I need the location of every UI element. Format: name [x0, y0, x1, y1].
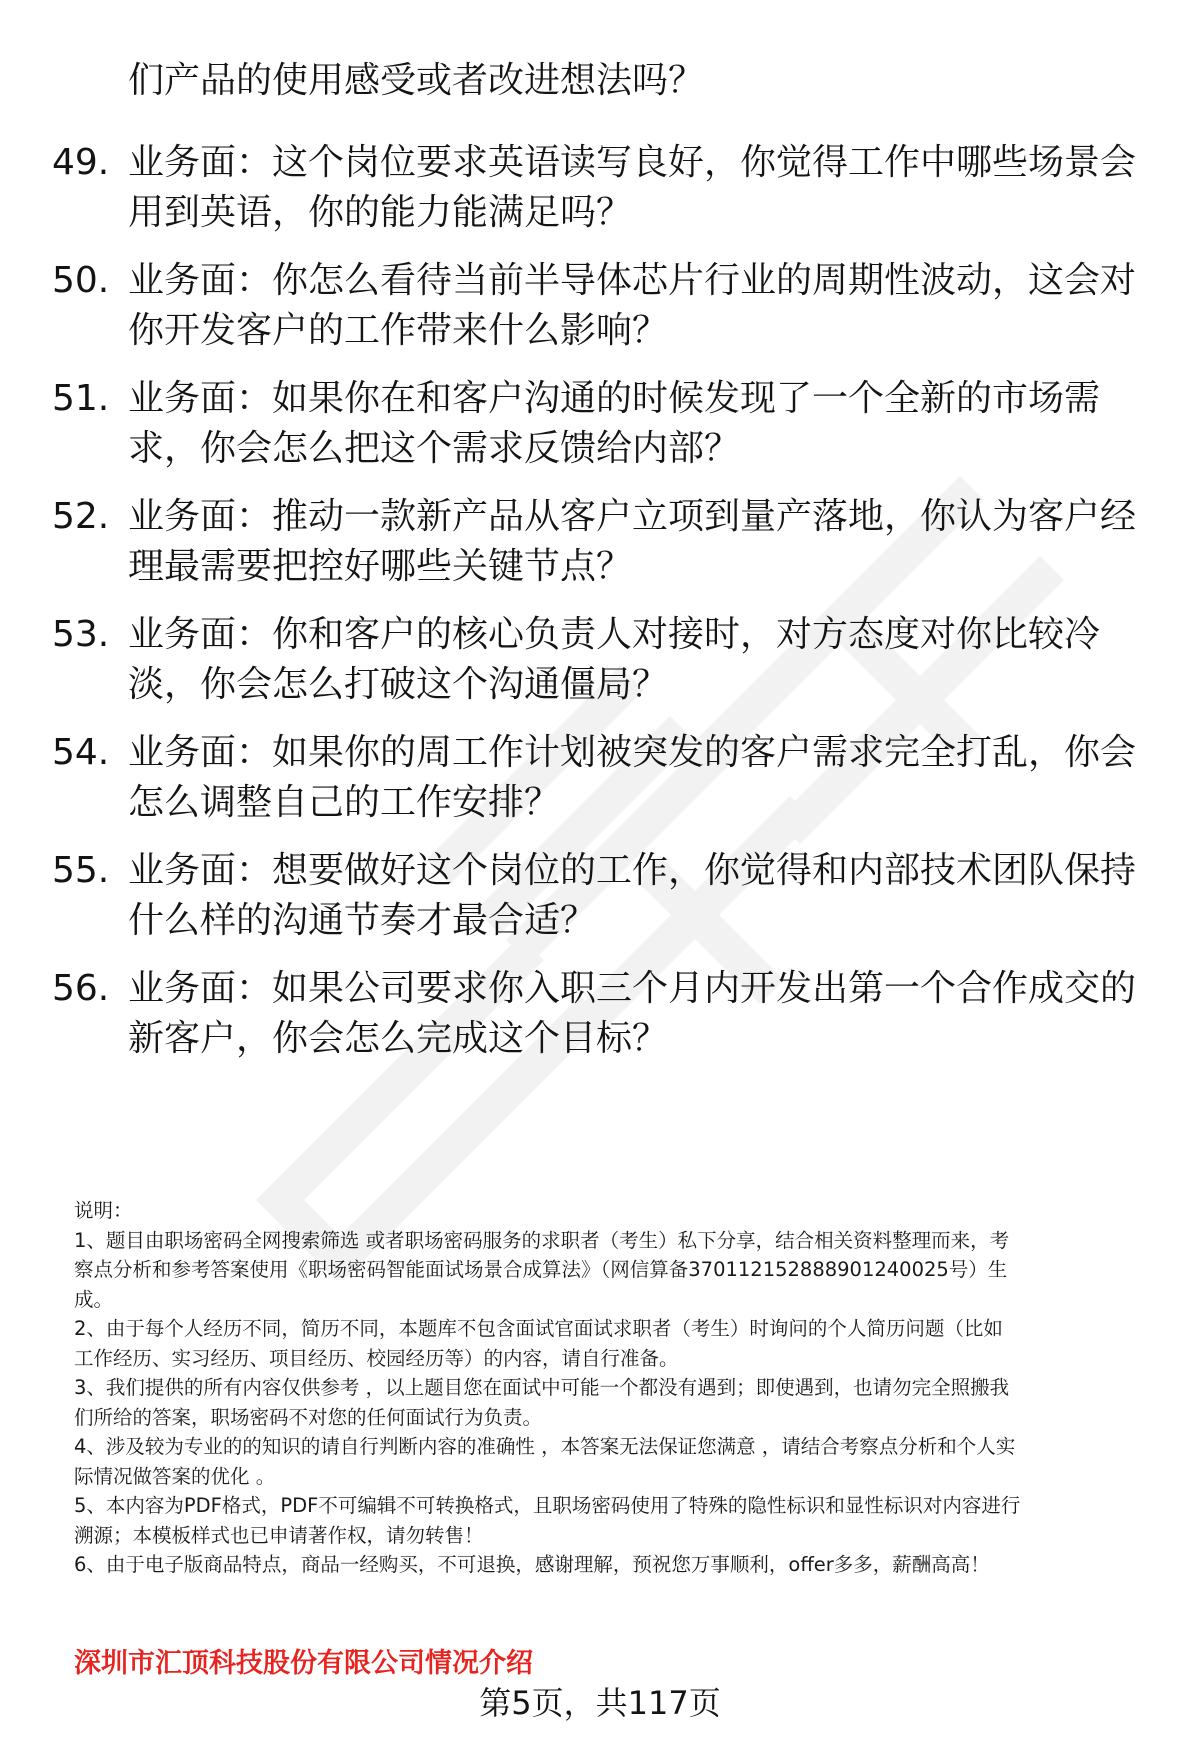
question-text-line: 怎么调整自己的工作安排？	[128, 782, 561, 823]
notes-line: 4、涉及较为专业的的知识的请自行判断内容的准确性 ，本答案无法保证您满意 ，请结合考察点分析和个人实	[74, 1435, 1016, 1458]
question-text-line: 业务面：如果你在和客户沟通的时候发现了一个全新的市场需	[128, 378, 1101, 419]
question-text-line: 用到英语，你的能力能满足吗？	[128, 192, 633, 233]
question-continuation: 们产品的使用感受或者改进想法吗？	[128, 60, 705, 101]
question-text-line: 业务面：如果你的周工作计划被突发的客户需求完全打乱，你会	[128, 732, 1137, 773]
notes-line: 溯源；本模板样式也已申请著作权，请勿转售！	[74, 1523, 484, 1547]
notes-line: 们所给的答案，职场密码不对您的任何面试行为负责。	[74, 1405, 543, 1429]
notes-line: 1、题目由职场密码全网搜索筛选 或者职场密码服务的求职者（考生）私下分享，结合相关资料整理而来，考	[74, 1228, 1010, 1252]
question-number: 53.	[52, 614, 110, 655]
question-text-line: 业务面：你怎么看待当前半导体芯片行业的周期性波动，这会对	[128, 260, 1137, 301]
company-intro-heading: 深圳市汇顶科技股份有限公司情况介绍	[74, 1648, 533, 1679]
notes-line: 际情况做答案的优化 。	[74, 1464, 276, 1488]
question-number: 54.	[52, 732, 110, 773]
question-number: 51.	[52, 378, 110, 419]
notes-line: 工作经历、实习经历、项目经历、校园经历等）的内容，请自行准备。	[74, 1346, 679, 1370]
question-text-line: 业务面：如果公司要求你入职三个月内开发出第一个合作成交的	[128, 968, 1137, 1009]
question-text-line: 求，你会怎么把这个需求反馈给内部？	[128, 428, 741, 469]
notes-line: 成。	[74, 1287, 114, 1311]
question-number: 49.	[52, 142, 110, 183]
notes-line: 6、由于电子版商品特点，商品一经购买，不可退换，感谢理解，预祝您万事顺利，offer多多，薪酬高高！	[74, 1553, 990, 1576]
question-number: 52.	[52, 496, 110, 537]
question-text-line: 业务面：这个岗位要求英语读写良好，你觉得工作中哪些场景会	[128, 142, 1137, 183]
question-number: 55.	[52, 850, 110, 891]
question-text-line: 新客户，你会怎么完成这个目标？	[128, 1018, 669, 1059]
question-text-line: 淡，你会怎么打破这个沟通僵局？	[128, 664, 669, 705]
page-number: 第5页，共117页	[479, 1684, 721, 1722]
notes-section	[74, 1196, 1154, 1580]
question-text-line: 什么样的沟通节奏才最合适？	[128, 900, 597, 941]
notes-heading: 说明：	[74, 1199, 133, 1222]
question-text-line: 业务面：想要做好这个岗位的工作，你觉得和内部技术团队保持	[128, 850, 1137, 891]
notes-line: 2、由于每个人经历不同，简历不同，本题库不包含面试官面试求职者（考生）时询问的个人简历问题（比如	[74, 1317, 1003, 1340]
question-text-line: 理最需要把控好哪些关键节点？	[128, 546, 633, 587]
question-text-line: 业务面：推动一款新产品从客户立项到量产落地，你认为客户经	[128, 496, 1137, 537]
notes-line: 5、本内容为PDF格式，PDF不可编辑不可转换格式，且职场密码使用了特殊的隐性标识和显性标识对内容进行	[74, 1494, 1021, 1517]
question-text-line: 你开发客户的工作带来什么影响？	[128, 310, 669, 351]
question-number: 56.	[52, 968, 110, 1009]
notes-line: 3、我们提供的所有内容仅供参考 ，以上题目您在面试中可能一个都没有遇到；即使遇到，也请勿完全照搬我	[74, 1376, 1010, 1399]
question-number: 50.	[52, 260, 110, 301]
notes-line: 察点分析和参考答案使用《职场密码智能面试场景合成算法》（网信算备370112152888901240025号）生	[74, 1258, 1008, 1281]
question-text-line: 业务面：你和客户的核心负责人对接时，对方态度对你比较冷	[128, 614, 1101, 655]
